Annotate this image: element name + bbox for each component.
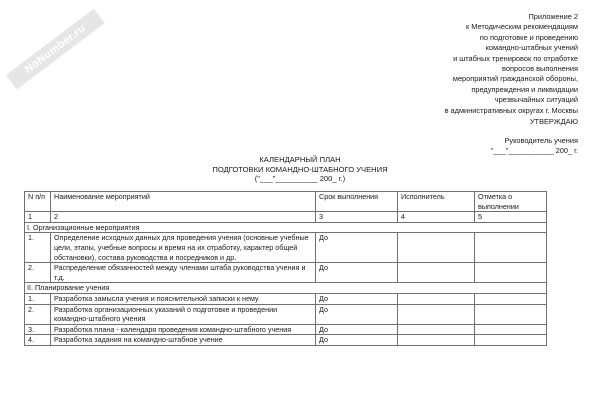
appendix-line: командно-штабных учений <box>485 43 578 53</box>
row-term[interactable]: До <box>316 304 398 324</box>
row-name: Разработка задания на командно-штабное учение <box>51 335 316 346</box>
header-cell: Исполнитель <box>398 192 475 212</box>
row-number: 1. <box>25 293 51 304</box>
approval-label: УТВЕРЖДАЮ <box>529 117 578 126</box>
appendix-line: и штабных тренировок по отработке <box>453 53 578 63</box>
row-term[interactable]: До <box>316 335 398 346</box>
section-row <box>25 283 547 294</box>
row-term[interactable]: До <box>316 233 398 263</box>
appendix-block <box>445 12 578 116</box>
row-name: Разработка организационных указаний о подготовке и проведении командно-штабного учения <box>51 304 316 324</box>
table-row <box>25 304 547 324</box>
watermark: NoNumber.ru <box>6 9 105 90</box>
section-title: I. Организационные мероприятия <box>25 222 547 233</box>
row-name: Определение исходных данных для проведения учения (основные учебные цели, этапы, учебные вопросы и время на их отработку, характер общей обстановки), состава руководства и посредников и др. <box>51 233 316 263</box>
row-number: 2. <box>25 263 51 283</box>
header-cell: Срок выполнения <box>316 192 398 212</box>
row-executor[interactable] <box>398 233 475 263</box>
header-row <box>25 192 547 212</box>
column-number: 1 <box>25 212 51 223</box>
row-executor[interactable] <box>398 304 475 324</box>
header-cell: N п/п <box>25 192 51 212</box>
approval-role: Руководитель учения <box>504 136 578 145</box>
row-mark[interactable] <box>475 263 547 283</box>
column-number: 2 <box>51 212 316 223</box>
row-executor[interactable] <box>398 335 475 346</box>
approval-date: "___"___________ 200_ г. <box>490 146 578 155</box>
header-cell: Наименование мероприятий <box>51 192 316 212</box>
row-mark[interactable] <box>475 335 547 346</box>
appendix-line: Приложение 2 <box>528 12 578 21</box>
row-number: 4. <box>25 335 51 346</box>
table-row <box>25 233 547 263</box>
appendix-line: в административных округах г. Москвы <box>444 105 578 115</box>
appendix-line: предупреждения и ликвидации <box>471 84 578 94</box>
row-executor[interactable] <box>398 263 475 283</box>
table-row <box>25 335 547 346</box>
appendix-line: чрезвычайных ситуаций <box>494 95 578 105</box>
row-mark[interactable] <box>475 304 547 324</box>
table-row <box>25 293 547 304</box>
row-number: 2. <box>25 304 51 324</box>
row-mark[interactable] <box>475 324 547 335</box>
appendix-line: по подготовке и проведению <box>479 32 578 42</box>
document-title <box>200 155 400 184</box>
column-number: 3 <box>316 212 398 223</box>
column-number-row <box>25 212 547 223</box>
appendix-line: мероприятий гражданской обороны, <box>452 74 578 84</box>
row-name: Распределение обязанностей между членами штаба руководства учения и т.д. <box>51 263 316 283</box>
row-executor[interactable] <box>398 324 475 335</box>
calendar-plan-table <box>24 191 547 346</box>
row-executor[interactable] <box>398 293 475 304</box>
title-line: КАЛЕНДАРНЫЙ ПЛАН <box>259 155 341 164</box>
appendix-line: вопросов выполнения <box>502 64 578 74</box>
row-number: 3. <box>25 324 51 335</box>
section-row <box>25 222 547 233</box>
row-term[interactable]: До <box>316 324 398 335</box>
row-number: 1. <box>25 233 51 263</box>
appendix-line: к Методическим рекомендациям <box>465 22 578 32</box>
row-term[interactable]: До <box>316 263 398 283</box>
row-mark[interactable] <box>475 293 547 304</box>
row-name: Разработка плана - календаря проведения командно-штабного учения <box>51 324 316 335</box>
row-name: Разработка замысла учения и пояснительной записки к нему <box>51 293 316 304</box>
title-line: ("___"__________ 200_ г.) <box>254 174 346 183</box>
header-cell: Отметка о выполнении <box>475 192 547 212</box>
row-mark[interactable] <box>475 233 547 263</box>
title-line: ПОДГОТОВКИ КОМАНДНО-ШТАБНОГО УЧЕНИЯ <box>212 164 388 174</box>
table-row <box>25 263 547 283</box>
column-number: 4 <box>398 212 475 223</box>
table-row <box>25 324 547 335</box>
row-term[interactable]: До <box>316 293 398 304</box>
section-title: II. Планирование учения <box>25 283 547 294</box>
column-number: 5 <box>475 212 547 223</box>
